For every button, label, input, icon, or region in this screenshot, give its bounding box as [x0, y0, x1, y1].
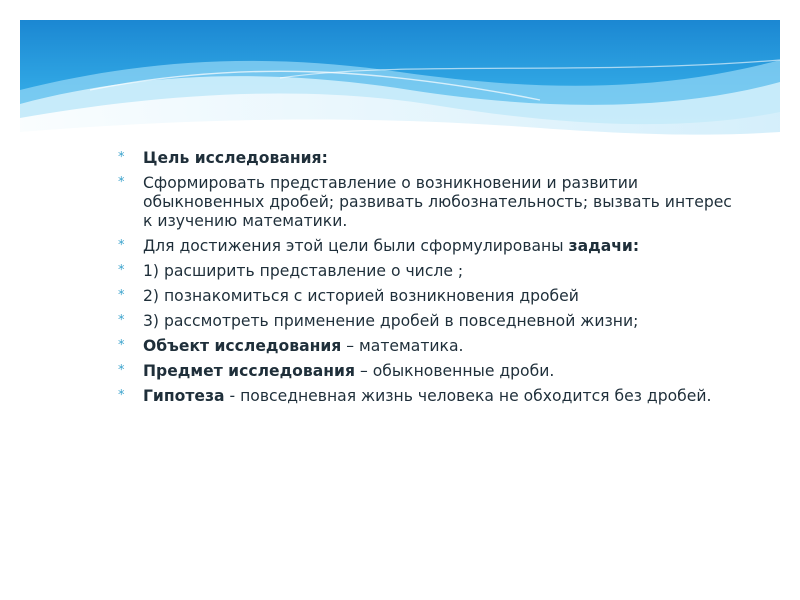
- list-item: [118, 337, 738, 356]
- list-item: [118, 237, 738, 256]
- list-item: [118, 362, 738, 381]
- hypothesis-label: Гипотеза: [143, 387, 225, 405]
- bullet-icon: *: [118, 338, 125, 353]
- object-text: – математика.: [341, 337, 464, 355]
- goal-heading: Цель исследования:: [143, 149, 328, 167]
- task-3: 3) рассмотреть применение дробей в повседневной жизни;: [143, 312, 639, 330]
- subject-label: Предмет исследования: [143, 362, 355, 380]
- tasks-intro: Для достижения этой цели были сформулированы: [143, 237, 569, 255]
- bullet-icon: *: [118, 288, 125, 303]
- bullet-icon: *: [118, 388, 125, 403]
- list-item: [118, 174, 738, 231]
- list-item: [118, 387, 738, 406]
- tasks-label: задачи:: [568, 237, 640, 255]
- task-2: 2) познакомиться с историей возникновения дробей: [143, 287, 579, 305]
- goal-text: Сформировать представление о возникновении и развитии обыкновенных дробей; развивать любознательность; вызвать интерес к изучению математики.: [143, 174, 732, 230]
- list-item: [118, 149, 738, 168]
- list-item: [118, 312, 738, 331]
- bullet-icon: *: [118, 175, 125, 190]
- bullet-icon: *: [118, 313, 125, 328]
- task-1: 1) расширить представление о числе ;: [143, 262, 464, 280]
- header-wave-banner: [20, 20, 780, 138]
- object-label: Объект исследования: [143, 337, 342, 355]
- list-item: [118, 287, 738, 306]
- subject-text: – обыкновенные дроби.: [355, 362, 555, 380]
- bullet-icon: *: [118, 363, 125, 378]
- hypothesis-text: - повседневная жизнь человека не обходится без дробей.: [224, 387, 712, 405]
- content-list: [118, 149, 738, 412]
- list-item: [118, 262, 738, 281]
- bullet-icon: *: [118, 263, 125, 278]
- bullet-icon: *: [118, 150, 125, 165]
- bullet-icon: *: [118, 238, 125, 253]
